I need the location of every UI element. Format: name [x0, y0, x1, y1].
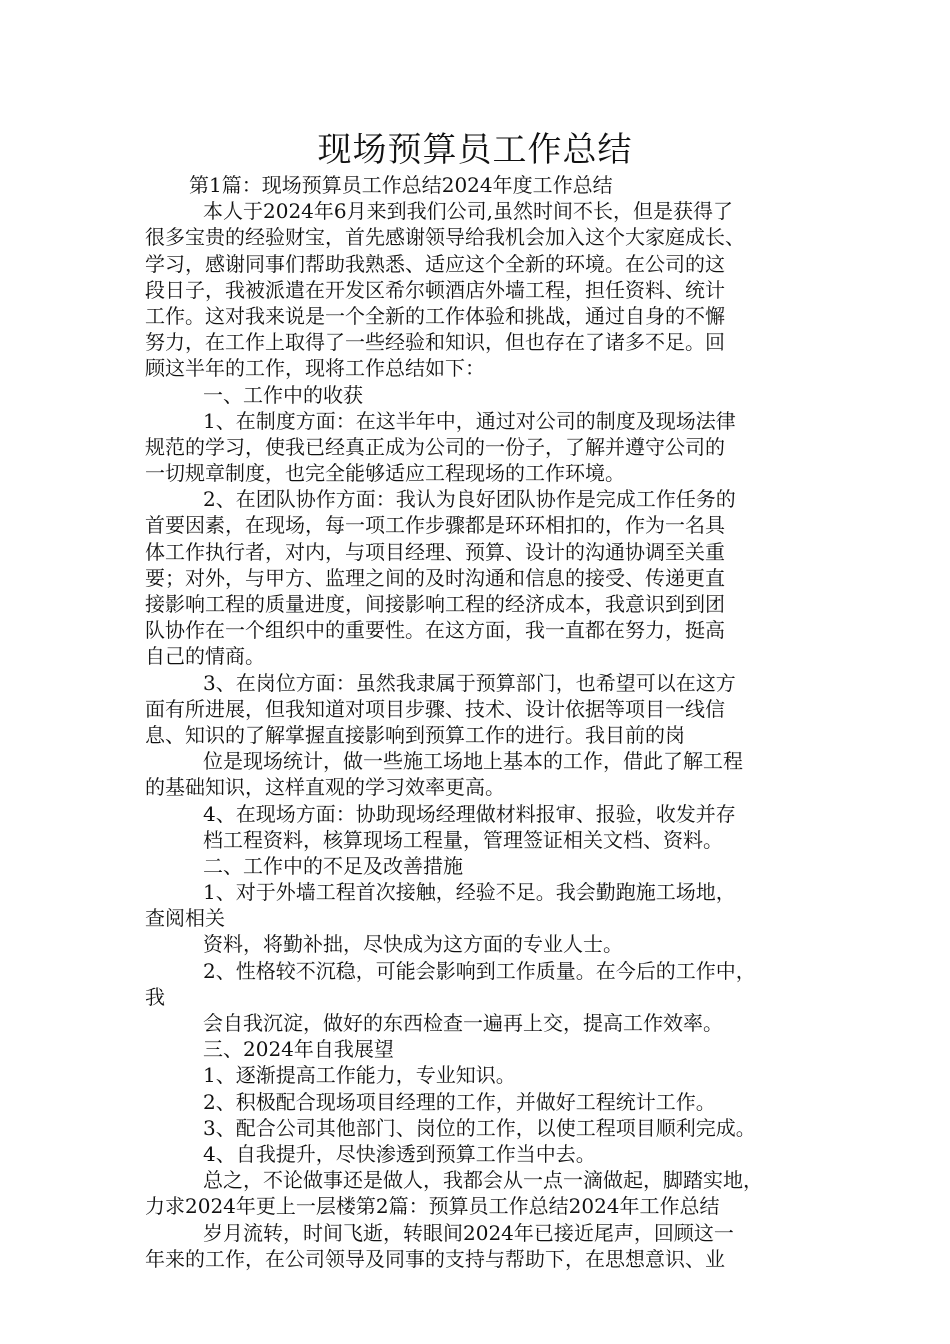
document-body: [145, 172, 835, 1272]
text-line: 工作。这对我来说是一个全新的工作体验和挑战，通过自身的不懈: [145, 303, 725, 328]
text-line: 第1篇：现场预算员工作总结2024年度工作总结: [189, 173, 613, 197]
text-line: 档工程资料，核算现场工程量，管理签证相关文档、资料。: [203, 827, 723, 852]
text-line: 一切规章制度，也完全能够适应工程现场的工作环境。: [145, 461, 625, 486]
document-title: 现场预算员工作总结: [317, 130, 633, 170]
text-line: 队协作在一个组织中的重要性。在这方面，我一直都在努力，挺高: [145, 618, 725, 643]
text-line: 面有所进展，但我知道对项目步骤、技术、设计依据等项目一线信: [145, 696, 725, 721]
text-line: 年来的工作，在公司领导及同事的支持与帮助下，在思想意识、业: [145, 1246, 725, 1271]
text-line: 2、性格较不沉稳，可能会影响到工作质量。在今后的工作中，: [203, 958, 756, 983]
text-line: 要；对外，与甲方、监理之间的及时沟通和信息的接受、传递更直: [145, 565, 725, 590]
text-line: 的基础知识，这样直观的学习效率更高。: [145, 775, 505, 800]
text-line: 3、配合公司其他部门、岗位的工作，以使工程项目顺利完成。: [203, 1115, 756, 1140]
text-line: 位是现场统计，做一些施工场地上基本的工作，借此了解工程: [203, 749, 743, 774]
text-line: 努力，在工作上取得了一些经验和知识，但也存在了诸多不足。回: [145, 330, 725, 355]
text-line: 力求2024年更上一层楼第2篇：预算员工作总结2024年工作总结: [145, 1194, 720, 1219]
text-line: 岁月流转，时间飞逝，转眼间2024年已接近尾声，回顾这一: [203, 1220, 734, 1245]
text-line: 1、在制度方面：在这半年中，通过对公司的制度及现场法律: [203, 408, 736, 433]
text-line: 二、工作中的不足及改善措施: [203, 853, 463, 878]
text-line: 一、工作中的收获: [203, 382, 363, 407]
text-line: 息、知识的了解掌握直接影响到预算工作的进行。我目前的岗: [145, 722, 685, 747]
text-line: 首要因素，在现场，每一项工作步骤都是环环相扣的，作为一名具: [145, 513, 725, 538]
text-line: 自己的情商。: [145, 644, 265, 669]
text-line: 会自我沉淀，做好的东西检查一遍再上交，提高工作效率。: [203, 1011, 723, 1035]
text-line: 学习，感谢同事们帮助我熟悉、适应这个全新的环境。在公司的这: [145, 251, 725, 276]
text-line: 查阅相关: [145, 906, 225, 931]
text-line: 规范的学习，使我已经真正成为公司的一份子，了解并遵守公司的: [145, 434, 725, 459]
text-line: 4、自我提升，尽快渗透到预算工作当中去。: [203, 1141, 596, 1166]
text-line: 2、在团队协作方面：我认为良好团队协作是完成工作任务的: [203, 487, 736, 512]
text-line: 接影响工程的质量进度，间接影响工程的经济成本，我意识到到团: [145, 592, 725, 616]
text-line: 4、在现场方面：协助现场经理做材料报审、报验，收发并存: [203, 801, 736, 826]
text-line: 体工作执行者，对内，与项目经理、预算、设计的沟通协调至关重: [145, 539, 725, 564]
text-line: 段日子，我被派遣在开发区希尔顿酒店外墙工程，担任资料、统计: [145, 277, 725, 302]
text-line: 很多宝贵的经验财宝，首先感谢领导给我机会加入这个大家庭成长、: [145, 225, 745, 250]
text-line: 1、逐渐提高工作能力，专业知识。: [203, 1063, 516, 1088]
text-line: 本人于2024年6月来到我们公司,虽然时间不长，但是获得了: [203, 199, 733, 224]
text-line: 三、2024年自我展望: [203, 1037, 394, 1062]
text-line: 我: [145, 984, 165, 1009]
text-line: 2、积极配合现场项目经理的工作，并做好工程统计工作。: [203, 1089, 716, 1114]
text-line: 1、对于外墙工程首次接触，经验不足。我会勤跑施工场地，: [203, 880, 736, 905]
text-line: 顾这半年的工作，现将工作总结如下：: [145, 356, 485, 381]
text-line: 3、在岗位方面：虽然我隶属于预算部门，也希望可以在这方: [203, 670, 736, 695]
text-line: 资料，将勤补拙，尽快成为这方面的专业人士。: [203, 932, 623, 957]
text-line: 总之，不论做事还是做人，我都会从一点一滴做起，脚踏实地，: [203, 1168, 763, 1193]
